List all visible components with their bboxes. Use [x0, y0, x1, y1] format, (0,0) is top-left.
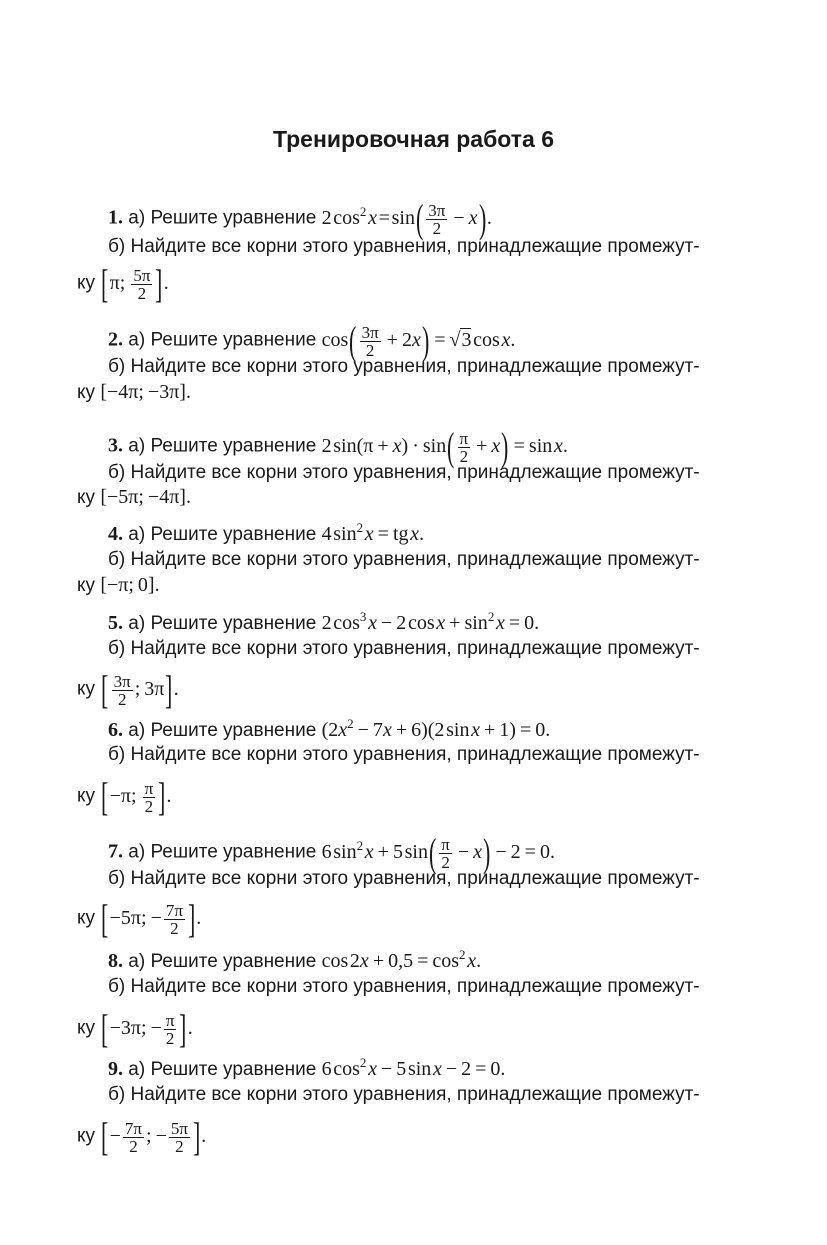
problem-7-interval [77, 896, 202, 941]
ku-text: ку [77, 272, 96, 294]
problem-number: 7. [108, 840, 123, 863]
problem-4-part-b: б) Найдите все корни этого уравнения, принадлежащие промежут- [108, 549, 700, 570]
problem-number: 1. [108, 206, 123, 229]
problem-9-part-b: б) Найдите все корни этого уравнения, принадлежащие промежут- [108, 1084, 700, 1105]
interval: [−π; $\frac{\pi}{2}$ ]. [101, 774, 172, 819]
equation: 2 sin(π + x) · sin( $\frac{\pi}{2}$ + x) = sin x. [321, 424, 568, 469]
interval: [−5π; −4π]. [100, 486, 191, 508]
ku-text: ку [77, 382, 96, 403]
problem-6-interval [77, 774, 172, 819]
ku-text: ку [77, 487, 96, 508]
ku-text: ку [77, 1017, 96, 1039]
problem-1-part-a [108, 196, 492, 241]
problem-2-interval [77, 380, 191, 405]
ku-text: ку [77, 907, 96, 929]
interval: [− $\frac{7\pi}{2}$ ; − $\frac{5\pi}{2}$ ]. [101, 1114, 207, 1159]
problem-number: 4. [108, 523, 123, 545]
page-title: Тренировочная работа 6 [272, 126, 555, 152]
problem-3-part-b: б) Найдите все корни этого уравнения, принадлежащие промежут- [108, 462, 700, 483]
problem-number: 9. [108, 1058, 123, 1080]
problem-7-part-b: б) Найдите все корни этого уравнения, принадлежащие промежут- [108, 868, 700, 889]
part-a-text: а) Решите уравнение [128, 841, 317, 863]
equation: cos $2x + 0,5 = \cos^2$ x. [321, 947, 482, 972]
interval: [ $\frac{3\pi}{2}$ ; 3π]. [101, 667, 179, 712]
part-a-text: а) Решите уравнение [128, 613, 317, 634]
interval: [−3π; − $\frac{\pi}{2}$ ]. [101, 1006, 193, 1051]
problem-1-part-b: б) Найдите все корни этого уравнения, принадлежащие промежут- [108, 236, 700, 257]
part-a-text: а) Решите уравнение [128, 1059, 317, 1080]
equation: cos( $\frac{3\pi}{2}$ + 2x) = √3 cos x. [321, 318, 516, 363]
equation: 6 $\sin^2$ x + 5 sin( $\frac{\pi}{2}$ − x) − 2 = 0. [321, 830, 555, 875]
problem-number: 6. [108, 719, 123, 741]
equation: 6 $\cos^2$ x − 5 sin x − 2 = 0. [321, 1055, 506, 1080]
problem-4-part-a [108, 522, 424, 547]
problem-1-interval [77, 261, 169, 306]
problem-6-part-a [108, 718, 550, 743]
ku-text: ку [77, 575, 96, 596]
interval: [π; $\frac{5\pi}{2}$ ]. [101, 261, 169, 306]
problem-4-interval [77, 573, 160, 598]
part-a-text: а) Решите уравнение [128, 720, 317, 741]
ku-text: ку [77, 1125, 96, 1147]
problem-5-interval [77, 667, 179, 712]
problem-number: 5. [108, 612, 123, 634]
problem-9-interval [77, 1114, 207, 1159]
problem-8-part-b: б) Найдите все корни этого уравнения, принадлежащие промежут- [108, 976, 700, 997]
part-a-text: а) Решите уравнение [128, 435, 317, 457]
equation: 2 $\cos^3$ x − 2 cos $x + \sin^2$ x = 0. [321, 609, 540, 634]
ku-text: ку [77, 785, 96, 807]
problem-8-interval [77, 1006, 193, 1051]
part-a-text: а) Решите уравнение [128, 951, 317, 972]
part-a-text: а) Решите уравнение [128, 329, 317, 351]
problem-5-part-a [108, 611, 539, 636]
equation: 4 $\sin^2$ x = tg x. [321, 520, 425, 545]
interval: [−5π; − $\frac{7\pi}{2}$ ]. [101, 896, 202, 941]
problem-6-part-b: б) Найдите все корни этого уравнения, принадлежащие промежут- [108, 744, 700, 765]
problem-8-part-a [108, 949, 481, 974]
problem-3-interval [77, 485, 191, 510]
problem-9-part-a [108, 1057, 505, 1082]
interval: [−4π; −3π]. [100, 381, 191, 403]
equation: 2 $\cos^2$ x = sin( $\frac{3\pi}{2}$ − x). [321, 196, 492, 241]
problem-number: 2. [108, 328, 123, 351]
problem-number: 3. [108, 434, 123, 457]
interval: [−π; 0]. [100, 574, 160, 596]
problem-number: 8. [108, 950, 123, 972]
part-a-text: а) Решите уравнение [128, 207, 317, 229]
part-a-text: а) Решите уравнение [128, 524, 317, 545]
problem-2-part-b: б) Найдите все корни этого уравнения, принадлежащие промежут- [108, 356, 700, 377]
equation: $(2x^2 - 7x + 6)(2$ sin x + 1) = 0. [321, 716, 551, 741]
ku-text: ку [77, 678, 96, 700]
problem-5-part-b: б) Найдите все корни этого уравнения, принадлежащие промежут- [108, 638, 700, 659]
